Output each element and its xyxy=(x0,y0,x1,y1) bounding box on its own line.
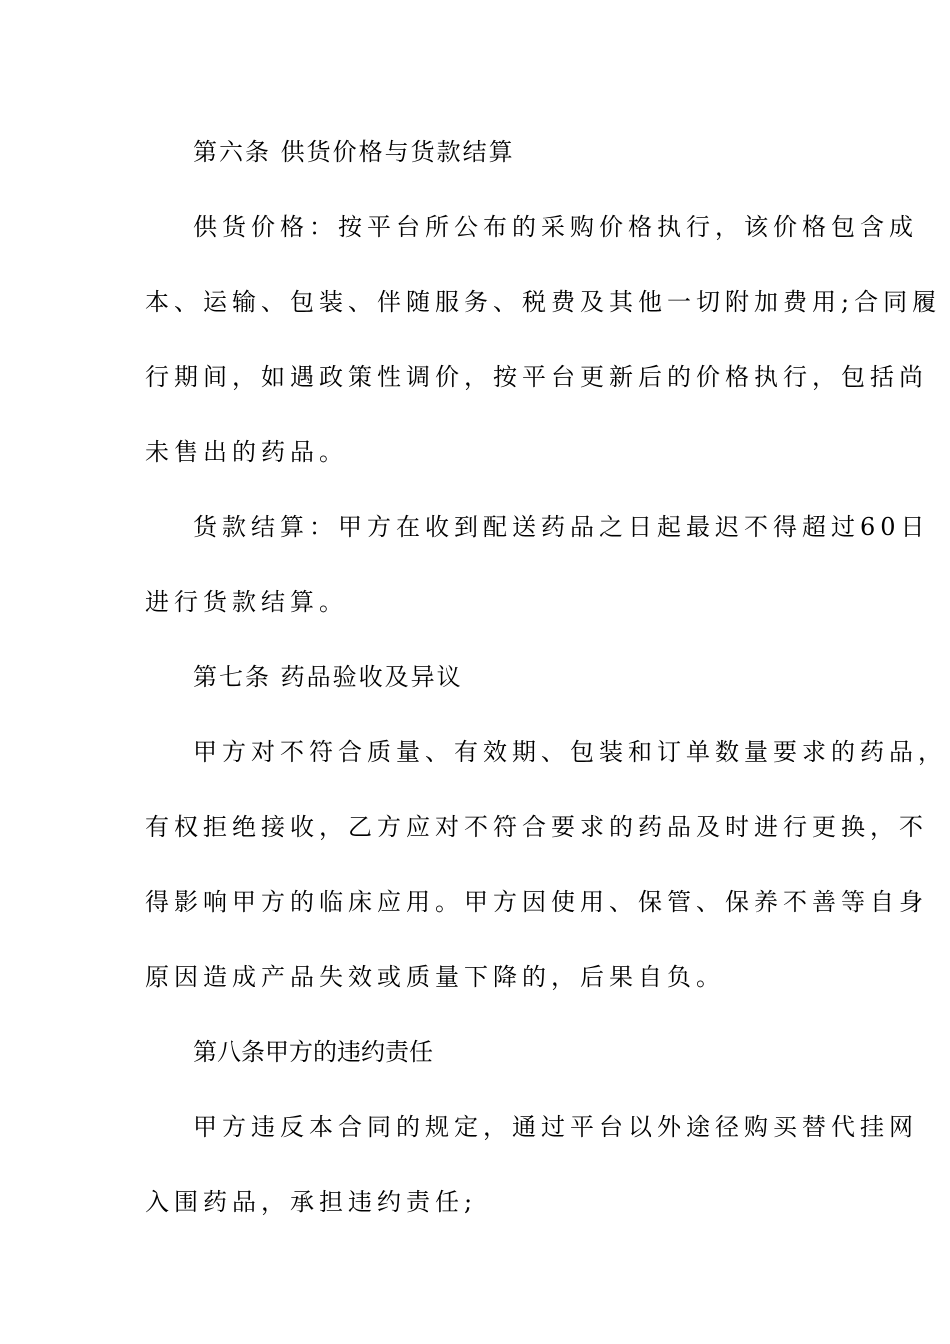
paragraph-inspection-line-1: 甲方对不符合质量、有效期、包装和订单数量要求的药品， xyxy=(193,738,947,766)
section-heading-6: 第六条 供货价格与货款结算 xyxy=(193,138,515,166)
paragraph-supply-price-line-3: 行期间，如遇政策性调价，按平台更新后的价格执行，包括尚 xyxy=(145,363,928,391)
paragraph-settlement-line-1: 货款结算：甲方在收到配送药品之日起最迟不得超过60日 xyxy=(193,513,930,541)
section-heading-8: 第八条甲方的违约责任 xyxy=(193,1038,433,1066)
paragraph-breach-line-2: 入围药品，承担违约责任; xyxy=(145,1188,478,1216)
paragraph-supply-price-line-2: 本、运输、包装、伴随服务、税费及其他一切附加费用;合同履 xyxy=(145,288,942,316)
paragraph-supply-price-line-1: 供货价格：按平台所公布的采购价格执行，该价格包含成 xyxy=(193,213,918,241)
paragraph-breach-line-1: 甲方违反本合同的规定，通过平台以外途径购买替代挂网 xyxy=(193,1113,918,1141)
paragraph-inspection-line-2: 有权拒绝接收，乙方应对不符合要求的药品及时进行更换，不 xyxy=(145,813,928,841)
paragraph-inspection-line-4: 原因造成产品失效或质量下降的，后果自负。 xyxy=(145,963,725,991)
paragraph-inspection-line-3: 得影响甲方的临床应用。甲方因使用、保管、保养不善等自身 xyxy=(145,888,928,916)
paragraph-supply-price-line-4: 未售出的药品。 xyxy=(145,438,348,466)
section-heading-7: 第七条 药品验收及异议 xyxy=(193,663,463,691)
paragraph-settlement-line-2: 进行货款结算。 xyxy=(145,588,348,616)
